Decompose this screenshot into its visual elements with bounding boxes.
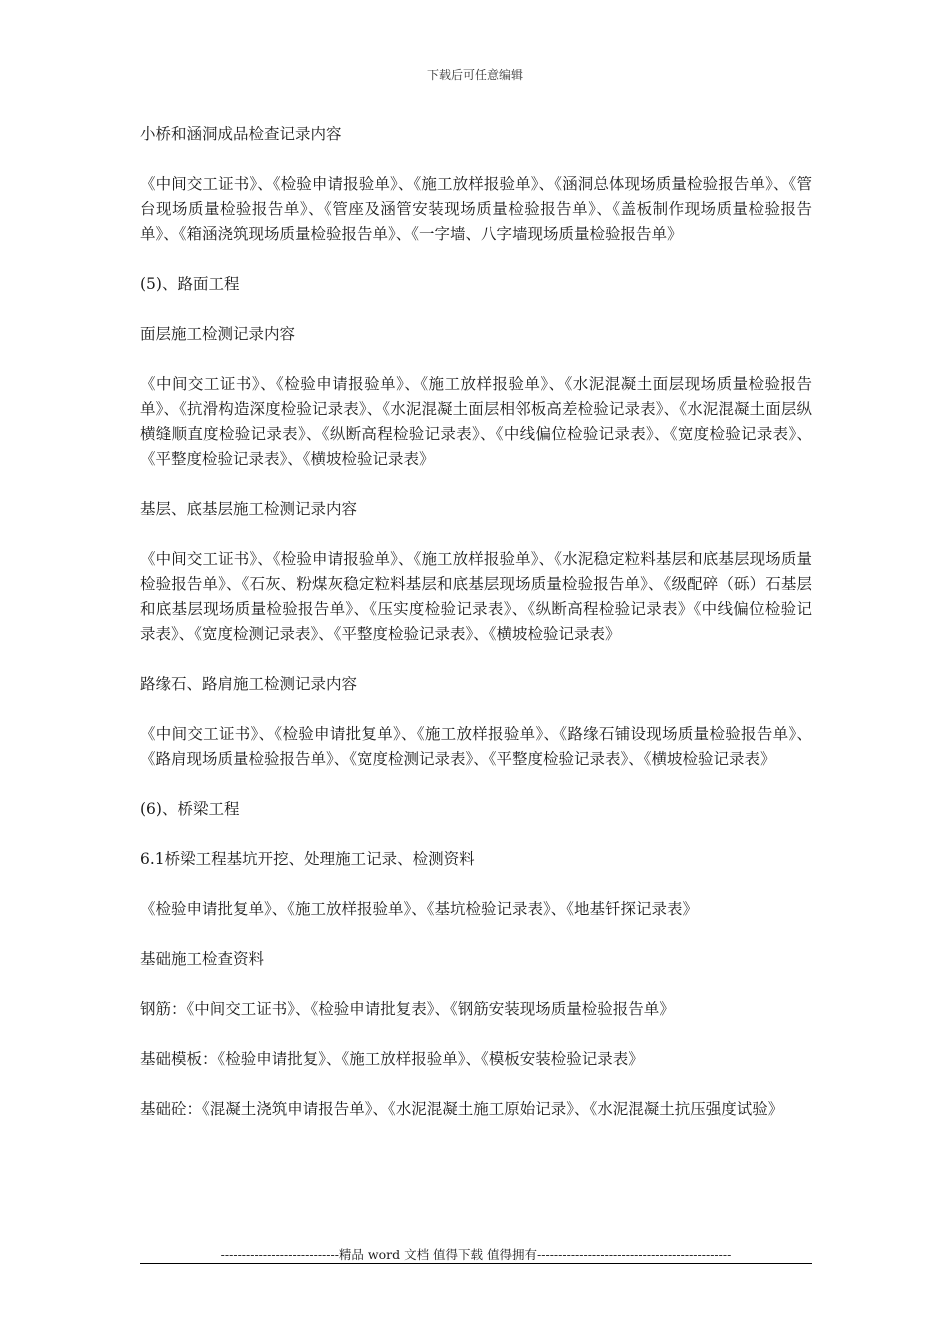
paragraph-curb-shoulder-forms: 《中间交工证书》、《检验申请批复单》、《施工放样报验单》、《路缘石铺设现场质量检验报告单》、《路肩现场质量检验报告单》、《宽度检测记录表》、《平整度检验记录表》、《横坡检验记录表》: [140, 725, 812, 768]
heading-foundation-construction: 基础施工检查资料: [140, 950, 265, 968]
paragraph-foundation-pit-forms: 《检验申请批复单》、《施工放样报验单》、《基坑检验记录表》、《地基钎探记录表》: [140, 900, 699, 918]
paragraph-culvert-forms: 《中间交工证书》、《检验申请报验单》、《施工放样报验单》、《涵洞总体现场质量检验报告单》、《管台现场质量检验报告单》、《管座及涵管安装现场质量检验报告单》、《盖板制作现场质量检验报告单》、《箱涵浇筑现场质量检验报告单》、《一字墙、八字墙现场质量检验报告单》: [140, 175, 812, 243]
paragraph-surface-layer-forms: 《中间交工证书》、《检验申请报验单》、《施工放样报验单》、《水泥混凝土面层现场质量检验报告单》、《抗滑构造深度检验记录表》、《水泥混凝土面层相邻板高差检验记录表》、《水泥混凝土面层纵横缝顺直度检验记录表》、《纵断高程检验记录表》、《中线偏位检验记录表》、《宽度检验记录表》、《平整度检验记录表》、《横坡检验记录表》: [140, 375, 812, 468]
heading-base-layer-records: 基层、底基层施工检测记录内容: [140, 500, 358, 518]
heading-bridge-works: (6)、桥梁工程: [140, 800, 240, 818]
heading-curb-shoulder-records: 路缘石、路肩施工检测记录内容: [140, 675, 358, 693]
paragraph-concrete-forms: 基础砼：《混凝土浇筑申请报告单》、《水泥混凝土施工原始记录》、《水泥混凝土抗压强度试验》: [140, 1100, 784, 1118]
heading-foundation-pit: 6.1桥梁工程基坑开挖、处理施工记录、检测资料: [140, 850, 475, 868]
paragraph-formwork-forms: 基础模板：《检验申请批复》、《施工放样报验单》、《模板安装检验记录表》: [140, 1050, 644, 1068]
footer-divider: [140, 1263, 812, 1264]
page-footer: ----------------------------精品 word 文档 值得下载 值得拥有----------------------------------------------: [220, 1247, 732, 1262]
paragraph-base-layer-forms: 《中间交工证书》、《检验申请报验单》、《施工放样报验单》、《水泥稳定粒料基层和底基层现场质量检验报告单》、《石灰、粉煤灰稳定粒料基层和底基层现场质量检验报告单》、《级配碎（砾）石基层和底基层现场质量检验报告单》、《压实度检验记录表》、《纵断高程检验记录表》《中线偏位检验记录表》、《宽度检测记录表》、《平整度检验记录表》、《横坡检验记录表》: [140, 550, 812, 643]
page-header: 下载后可任意编辑: [426, 68, 523, 82]
paragraph-rebar-forms: 钢筋：《中间交工证书》、《检验申请批复表》、《钢筋安装现场质量检验报告单》: [140, 1000, 675, 1018]
heading-culvert-records: 小桥和涵洞成品检查记录内容: [140, 125, 342, 143]
heading-surface-layer-records: 面层施工检测记录内容: [140, 325, 296, 343]
document-body: [140, 122, 812, 1147]
heading-pavement-works: (5)、路面工程: [140, 275, 240, 293]
